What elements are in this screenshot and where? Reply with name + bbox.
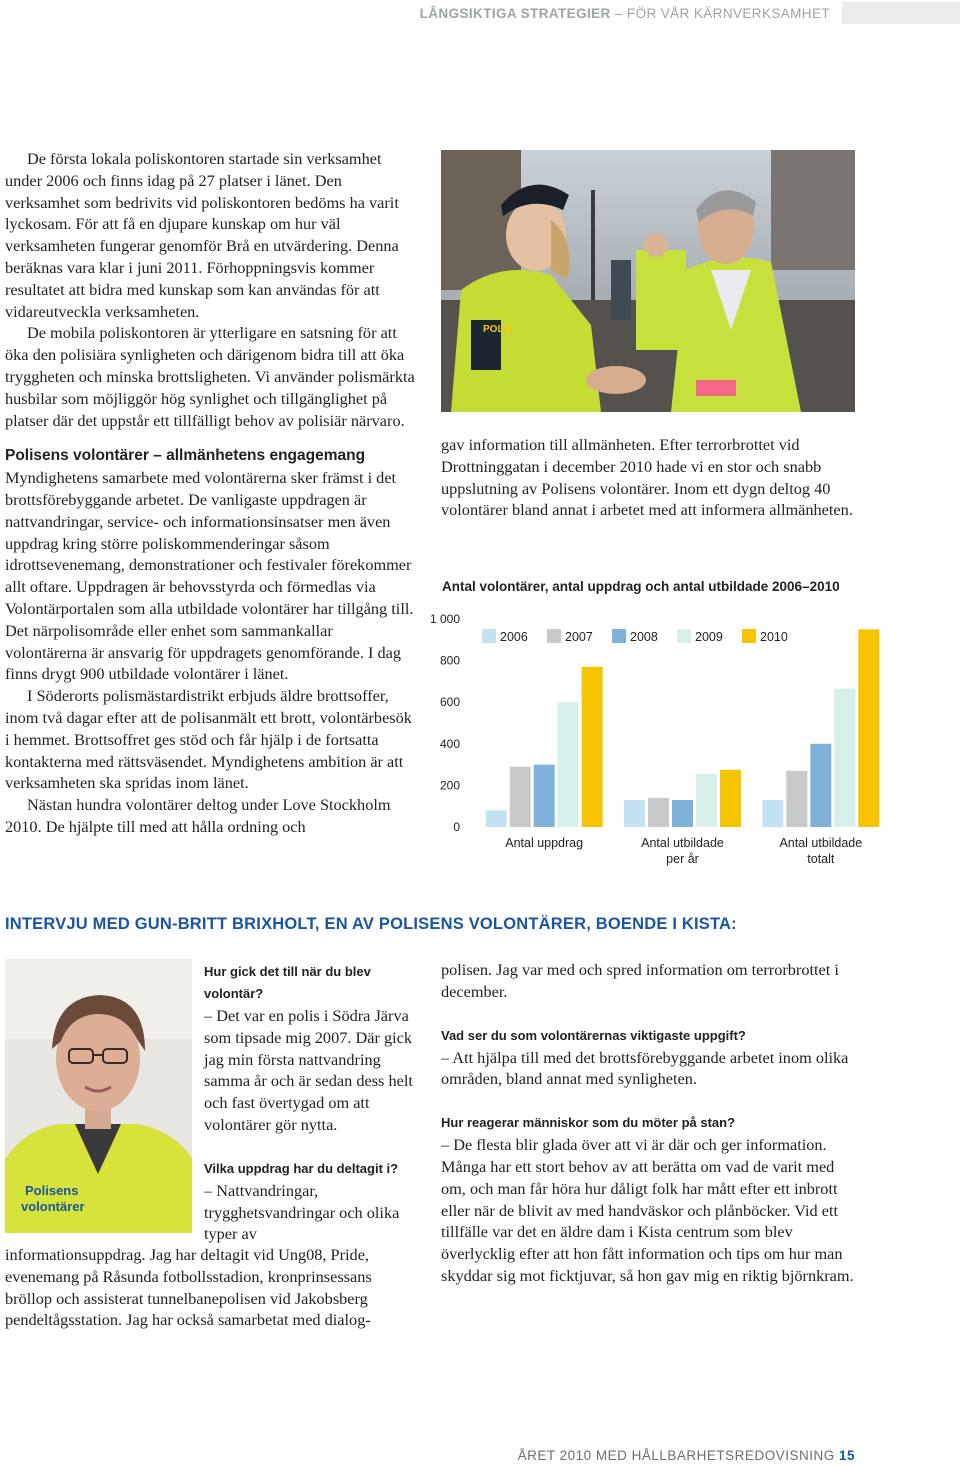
y-tick-label: 200 [439,778,460,793]
right-column [441,434,859,521]
legend-label-2008: 2008 [630,630,658,644]
legend-swatch-2009 [677,629,691,643]
left-column [5,148,417,838]
question-3: Vad ser du som volontärernas viktigaste uppgift? [441,1027,746,1043]
category-label: Antal uppdrag [505,836,584,850]
y-tick-label: 1 000 [429,612,460,626]
photo-portrait-volunteer-image [5,959,192,1233]
interview-banner: INTERVJU MED GUN-BRITT BRIXHOLT, EN AV POLISENS VOLONTÄRER, BOENDE I KISTA: [5,915,737,933]
section-heading-volontarer: Polisens volontärer – allmänhetens engagemang [5,447,366,465]
page-header [0,0,960,28]
bar-2008-3 [810,744,831,827]
answer-2-end: polisen. Jag var med och spred information om terrorbrottet i december. [441,960,839,1001]
legend-swatch-2006 [482,629,496,643]
bar-2007-2 [648,798,669,827]
category-label: Antal utbildade [641,836,724,850]
answer-2-start: – Nattvandringar, trygghetsvandringar och olika typer av [204,1180,400,1244]
y-tick-label: 0 [453,820,460,834]
bar-2010-2 [720,770,741,827]
interview-column-middle [204,961,419,1245]
police-badge-text: POLIS [483,324,514,335]
volunteer-bar-chart [420,605,900,875]
answer-4: – De flesta blir glada över att vi är där och ger information. Många har ett stort behov av att berätta om vad de varit med om, och man får höra hur dåligt folk har mått efter ett inbrott eller när de blivit av med handväskor och plånböcker. Vid ett tillfälle var det en äldre dam i Kista centrum som blev överlycklig efter att hon fått information och tips om hur man skyddar sig mot ficktjuvar, så hon gav mig en riktig björnkram. [441,1135,854,1285]
page-number: 15 [838,1448,855,1463]
bar-2008-1 [534,765,555,827]
legend-swatch-2007 [547,629,561,643]
photo-police-handshake-image [441,150,855,412]
category-label: totalt [807,852,835,866]
legend-label-2010: 2010 [760,630,788,644]
photo-police-handshake [441,150,855,412]
bar-2009-3 [834,689,855,827]
header-tab-box [842,2,960,24]
legend-swatch-2010 [742,629,756,643]
chart-title: Antal volontärer, antal uppdrag och antal utbildade 2006–2010 [442,579,840,594]
bar-2009-1 [558,702,579,827]
running-header [420,6,830,21]
paragraph-volontarer: Myndighetens samarbete med volontärerna sker främst i det brottsförebyggande arbetet. De vanligaste uppdragen är nattvandringar, service- och informationsinsatser men även uppdrag kring större poliskommenderingar såsom idrottsevenemang, demonstrationer och festivaler förekommer allt oftare. Uppdragen är behovsstyrda och förmedlas via Volontärportalen som alla utbildade volontärer har tillgång till. Det närpolisområde eller enhet som sammankallar volontärerna är ansvarig för uppdragets genomförande. I dag finns drygt 900 utbildade volontärer i länet. [5,468,414,684]
question-4: Hur reagerar människor som du möter på stan? [441,1115,736,1131]
bar-2006-2 [624,800,645,827]
page-footer [518,1448,855,1463]
vest-text-line2: volontärer [21,1199,85,1214]
paragraph-poliskontor: De första lokala poliskontoren startade sin verksamhet under 2006 och finns idag på 27 platser i länet. Den verksamhet som bedrivits vid poliskontoren bedöms ha varit lyckosam. För att få en djupare kunskap om hur väl verksamheten fungerar genomför Brå en utvärdering. Denna beräknas vara klar i juni 2011. Förhoppningsvis kommer resultatet att bidra med kunskap som kan användas för att vidareutveckla verksamheten. [5,149,399,321]
question-2: Vilka uppdrag har du deltagit i? [204,1160,399,1176]
bar-2007-3 [786,771,807,827]
y-tick-label: 400 [439,736,460,751]
y-tick-label: 600 [439,695,460,710]
legend-swatch-2008 [612,629,626,643]
bar-2006-1 [486,810,507,827]
answer-3: – Att hjälpa till med det brottsförebyggande arbetet inom olika områden, bland annat med synligheten. [441,1047,849,1089]
category-label: per år [666,852,699,866]
header-title-bold: LÅNGSIKTIGA STRATEGIER [419,6,611,21]
paragraph-love-stockholm: Nästan hundra volontärer deltog under Love Stockholm 2010. De hjälpte till med att hålla ordning och [5,795,391,836]
interview-answer-2-continued [5,1244,417,1331]
legend-label-2006: 2006 [500,630,528,644]
bar-2010-1 [582,667,603,827]
paragraph-mobila-poliskontor: De mobila poliskontoren är ytterligare en satsning för att öka den polisiära synligheten och därigenom bidra till att öka tryggheten och minska brottsligheten. Vi använder polismärkta husbilar som möjliggör hög synlighet och tillgänglighet på platser där det uppstår ett tillfälligt behov av polisiär närvaro. [5,323,415,430]
photo-portrait-volunteer [5,959,192,1233]
answer-1: – Det var en polis i Södra Järva som tipsade mig 2007. Där gick jag min första nattvandring samma år och är sedan dess helt och fast övertygad om att volontärer gör nytta. [204,1006,413,1134]
question-1: Hur gick det till när du blev volontär? [204,964,371,1001]
paragraph-brottsoffer: I Söderorts polismästardistrikt erbjuds äldre brottsoffer, inom två dagar efter att de polisanmält ett brott, volontärbesök i hemmet. Brottsoffret ges stöd och får hjälp i de fortsatta kontakterna med rättsväsendet. Myndighetens ambition är att verksamheten ska spridas inom länet. [5,686,412,793]
interview-column-right [441,959,859,1287]
bar-2008-2 [672,800,693,827]
header-title-rest: – FÖR VÅR KÄRNVERKSAMHET [614,6,830,21]
footer-text: ÅRET 2010 MED HÅLLBARHETSREDOVISNING [517,1448,835,1463]
bar-2010-3 [858,629,879,827]
category-label: Antal utbildade [779,836,863,850]
bar-2006-3 [762,800,783,827]
paragraph-terrorbrottet: gav information till allmänheten. Efter terrorbrottet vid Drottninggatan i december 2010 hade vi en stor och snabb uppslutning av Polisens volontärer. Inom ett dygn deltog 40 volontärer bland annat i arbetet med att informera allmänheten. [441,435,853,520]
y-tick-label: 800 [439,653,460,668]
answer-2-continued: informationsuppdrag. Jag har deltagit vid Ung08, Pride, evenemang på Råsunda fotbollsstadion, kronprinsessans bröllop och assisterat tunnelbanepolisen vid Jakobsberg pendeltågsstation. Jag har också samarbetat med dialog- [5,1245,372,1330]
bar-2007-1 [510,767,531,827]
bar-2009-2 [696,774,717,827]
vest-text-line1: Polisens [25,1183,79,1198]
legend-label-2009: 2009 [695,630,723,644]
legend-label-2007: 2007 [565,630,593,644]
